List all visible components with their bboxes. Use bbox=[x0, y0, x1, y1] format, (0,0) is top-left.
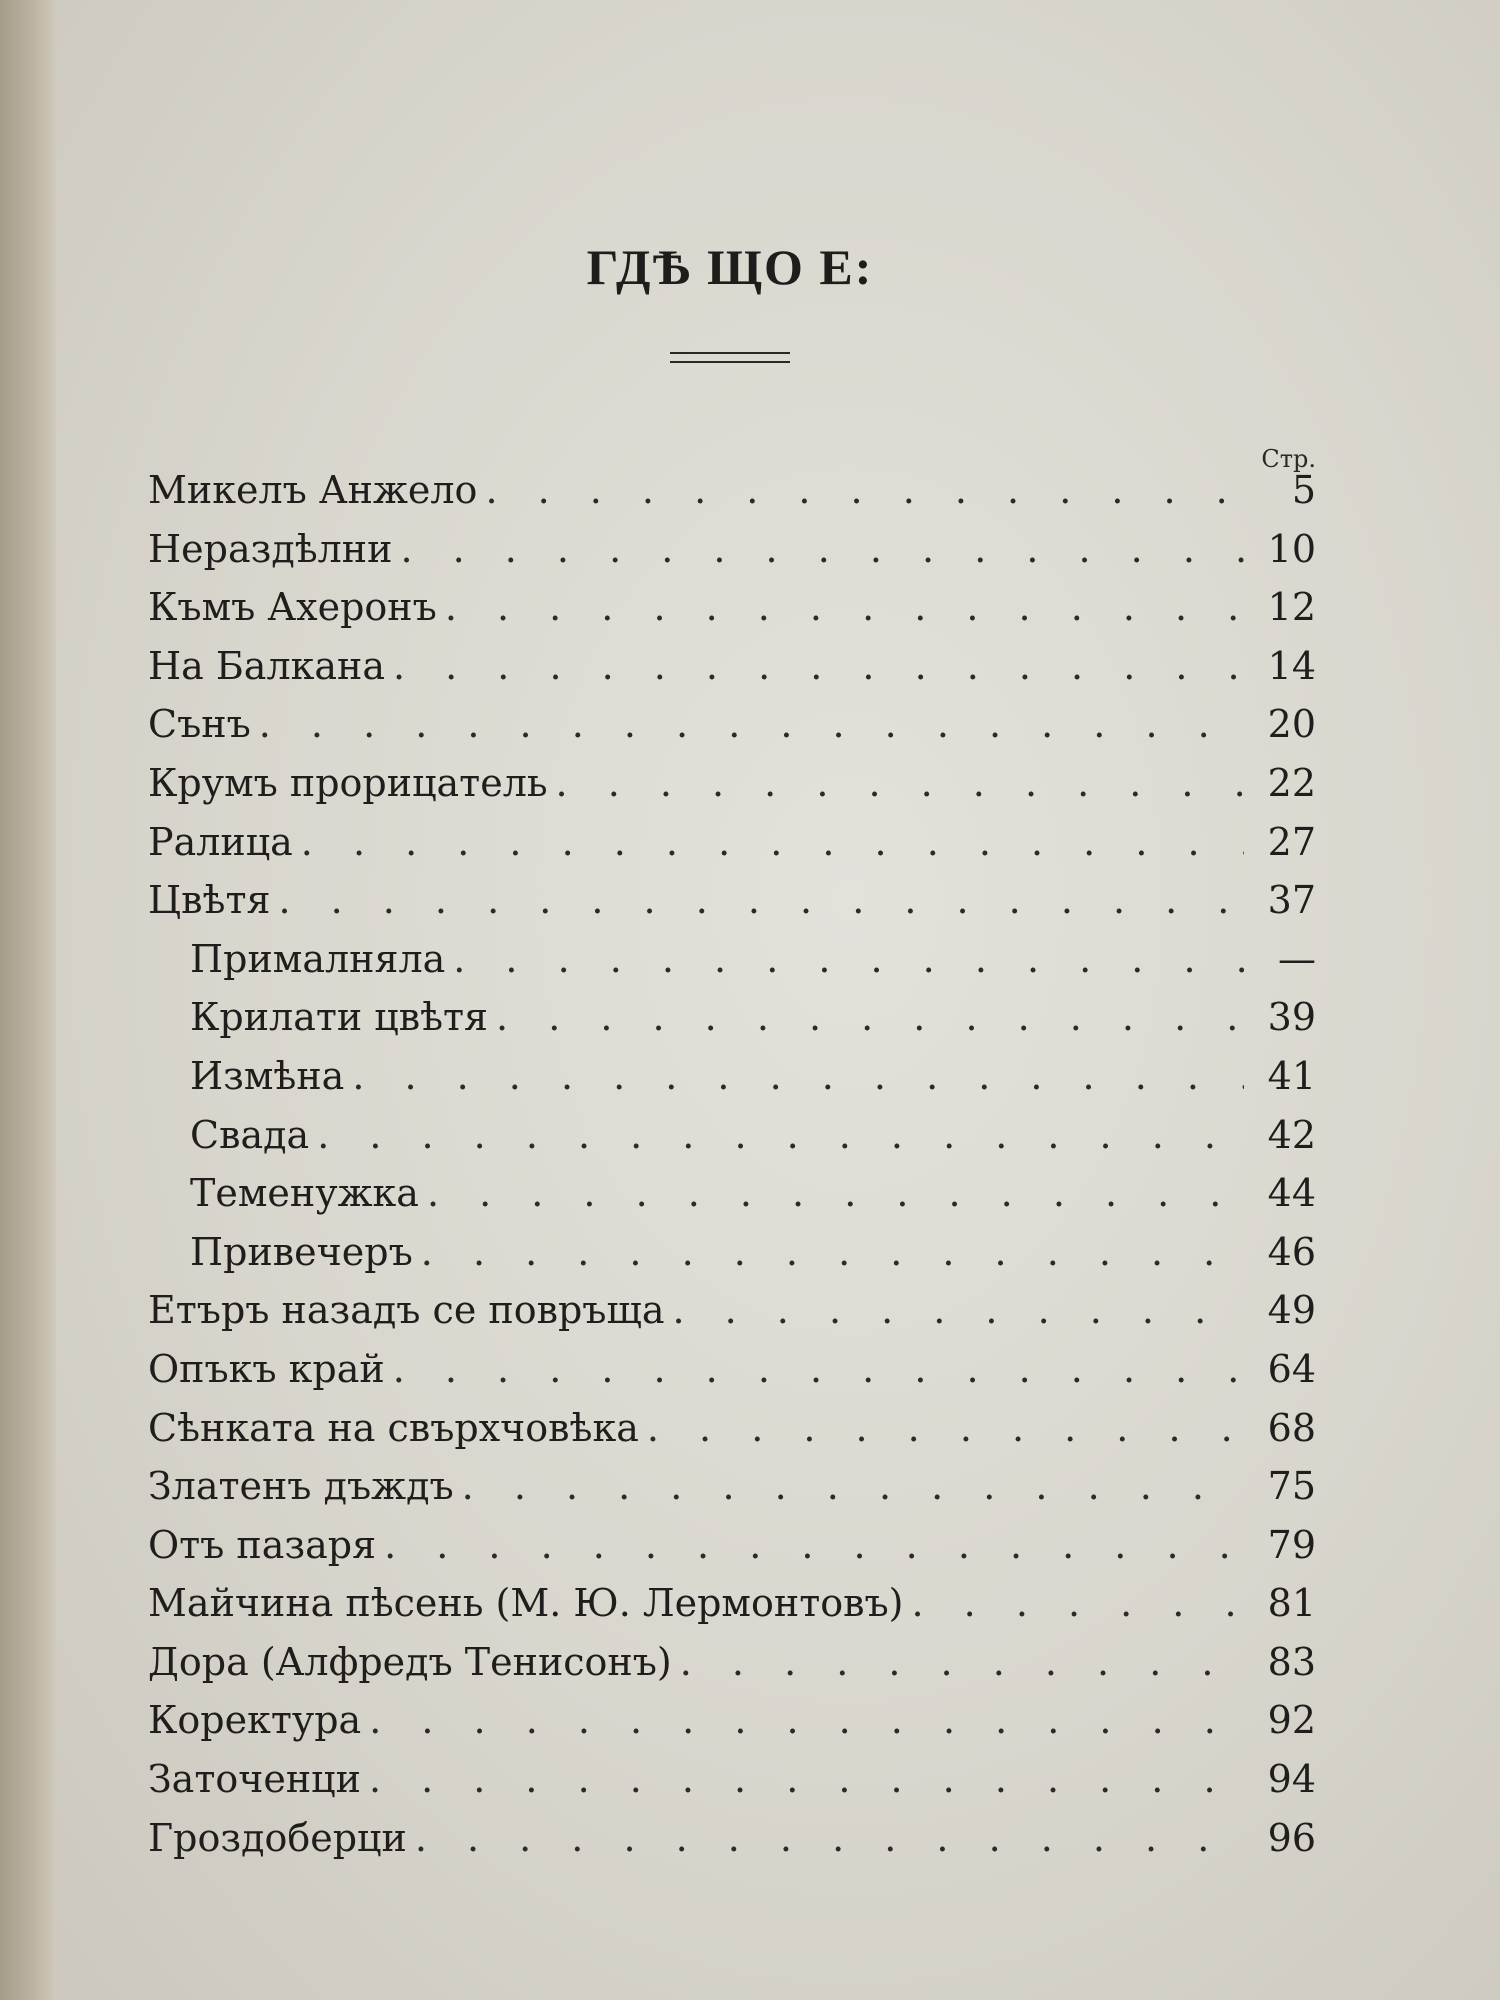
toc-entry-page: 27 bbox=[1267, 819, 1316, 864]
toc-entry-page: 83 bbox=[1267, 1639, 1316, 1684]
toc-entry-page: 12 bbox=[1267, 585, 1316, 630]
toc-entry-page: 64 bbox=[1267, 1346, 1316, 1391]
page-column-label: Стр. bbox=[1261, 445, 1316, 473]
toc-entry bbox=[148, 1464, 1316, 1523]
toc-entry-title: Етъръ назадъ се повръща bbox=[148, 1288, 665, 1333]
page-title: ГДѢ ЩО Е: bbox=[586, 239, 874, 295]
toc-entry-page: 49 bbox=[1267, 1288, 1316, 1333]
toc-entry-title: Цвѣтя bbox=[148, 878, 271, 923]
toc-entry-title: Привечеръ bbox=[190, 1229, 413, 1274]
toc-entry-page: 79 bbox=[1267, 1522, 1316, 1567]
toc-entry bbox=[148, 1288, 1316, 1347]
toc-entry bbox=[148, 1347, 1316, 1406]
dot-leader bbox=[293, 820, 1244, 864]
toc-entry-title: Измѣна bbox=[190, 1053, 345, 1098]
toc-entry-page: 75 bbox=[1267, 1464, 1316, 1509]
toc-entry-title: Прималняла bbox=[190, 936, 446, 981]
toc-entry bbox=[148, 761, 1316, 820]
dot-leader bbox=[376, 1523, 1244, 1567]
toc-entry-title: Заточенци bbox=[148, 1757, 361, 1802]
toc-entry-page: 42 bbox=[1267, 1112, 1316, 1157]
toc-entry bbox=[148, 644, 1316, 703]
toc-entry-page: 37 bbox=[1267, 878, 1316, 923]
toc-entry bbox=[148, 1406, 1316, 1465]
toc-entry bbox=[148, 820, 1316, 879]
dot-leader bbox=[672, 1640, 1244, 1684]
toc-entry-title: Опъкъ край bbox=[148, 1346, 385, 1391]
dot-leader bbox=[477, 468, 1244, 512]
toc-entry-title: Нераздѣлни bbox=[148, 526, 393, 571]
dot-leader bbox=[664, 1288, 1244, 1332]
toc-entry-page: 68 bbox=[1267, 1405, 1316, 1450]
dot-leader bbox=[361, 1698, 1244, 1742]
dot-leader bbox=[904, 1581, 1245, 1625]
toc-entry-page: 92 bbox=[1267, 1698, 1316, 1743]
toc-entry bbox=[148, 1698, 1316, 1757]
toc-entry bbox=[148, 1640, 1316, 1699]
dot-leader bbox=[445, 937, 1244, 981]
dot-leader bbox=[392, 527, 1244, 571]
toc-entry-title: Микелъ Анжело bbox=[148, 468, 478, 512]
toc-entry bbox=[148, 468, 1316, 527]
dot-leader bbox=[639, 1406, 1244, 1450]
toc-entry-page: — bbox=[1278, 936, 1316, 981]
dot-leader bbox=[251, 702, 1244, 746]
toc-entry-title: Коректура bbox=[148, 1698, 362, 1743]
dot-leader bbox=[407, 1816, 1244, 1860]
toc-entry bbox=[148, 585, 1316, 644]
dot-leader bbox=[361, 1757, 1244, 1801]
toc-entry-page: 14 bbox=[1267, 643, 1316, 688]
toc-entry-page: 81 bbox=[1267, 1581, 1316, 1626]
dot-leader bbox=[385, 644, 1244, 688]
dot-leader bbox=[413, 1230, 1244, 1274]
toc-subentry bbox=[148, 937, 1316, 996]
toc-entry-title: Майчина пѣсень (М. Ю. Лермонтовъ) bbox=[148, 1581, 904, 1626]
dot-leader bbox=[344, 1054, 1244, 1098]
toc-entry-page: 20 bbox=[1267, 702, 1316, 747]
title-double-rule bbox=[670, 352, 790, 363]
toc-subentry bbox=[148, 1230, 1316, 1289]
dot-leader bbox=[548, 761, 1244, 805]
toc-entry-title: Къмъ Ахеронъ bbox=[148, 585, 437, 630]
table-of-contents bbox=[148, 468, 1316, 1874]
toc-entry-title: Отъ пазаря bbox=[148, 1522, 377, 1567]
toc-entry-title: Крумъ прорицатель bbox=[148, 760, 548, 805]
toc-entry bbox=[148, 878, 1316, 937]
toc-entry-page: 94 bbox=[1267, 1757, 1316, 1802]
toc-entry-title: Крилати цвѣтя bbox=[190, 995, 489, 1040]
toc-subentry bbox=[148, 1171, 1316, 1230]
toc-entry-page: 39 bbox=[1267, 995, 1316, 1040]
toc-subentry bbox=[148, 1113, 1316, 1172]
toc-entry bbox=[148, 1757, 1316, 1816]
toc-entry-title: Златенъ дъждъ bbox=[148, 1464, 454, 1509]
toc-entry-title: Дора (Алфредъ Тенисонъ) bbox=[148, 1639, 672, 1684]
toc-entry bbox=[148, 702, 1316, 761]
toc-entry-page: 44 bbox=[1267, 1171, 1316, 1216]
toc-entry-page: 5 bbox=[1291, 468, 1316, 512]
toc-entry-title: На Балкана bbox=[148, 643, 385, 688]
toc-subentry bbox=[148, 995, 1316, 1054]
toc-entry-page: 96 bbox=[1267, 1815, 1316, 1860]
toc-subentry bbox=[148, 1054, 1316, 1113]
toc-entry-title: Сънъ bbox=[148, 702, 251, 747]
toc-entry-page: 41 bbox=[1267, 1053, 1316, 1098]
toc-entry-page: 22 bbox=[1267, 760, 1316, 805]
toc-entry bbox=[148, 1816, 1316, 1875]
dot-leader bbox=[309, 1113, 1244, 1157]
toc-entry-title: Сѣнката на свърхчовѣка bbox=[148, 1405, 639, 1450]
dot-leader bbox=[270, 878, 1244, 922]
toc-entry-title: Ралица bbox=[148, 819, 293, 864]
dot-leader bbox=[385, 1347, 1244, 1391]
toc-entry-page: 46 bbox=[1267, 1229, 1316, 1274]
dot-leader bbox=[419, 1171, 1244, 1215]
toc-entry-title: Свада bbox=[190, 1112, 310, 1157]
dot-leader bbox=[437, 585, 1244, 629]
toc-entry bbox=[148, 1523, 1316, 1582]
dot-leader bbox=[488, 995, 1244, 1039]
toc-entry bbox=[148, 1581, 1316, 1640]
book-spine-shadow bbox=[0, 0, 56, 2000]
toc-entry-page: 10 bbox=[1267, 526, 1316, 571]
toc-entry-title: Теменужка bbox=[190, 1171, 419, 1216]
dot-leader bbox=[454, 1464, 1244, 1508]
toc-entry-title: Гроздоберци bbox=[148, 1815, 407, 1860]
toc-entry bbox=[148, 527, 1316, 586]
